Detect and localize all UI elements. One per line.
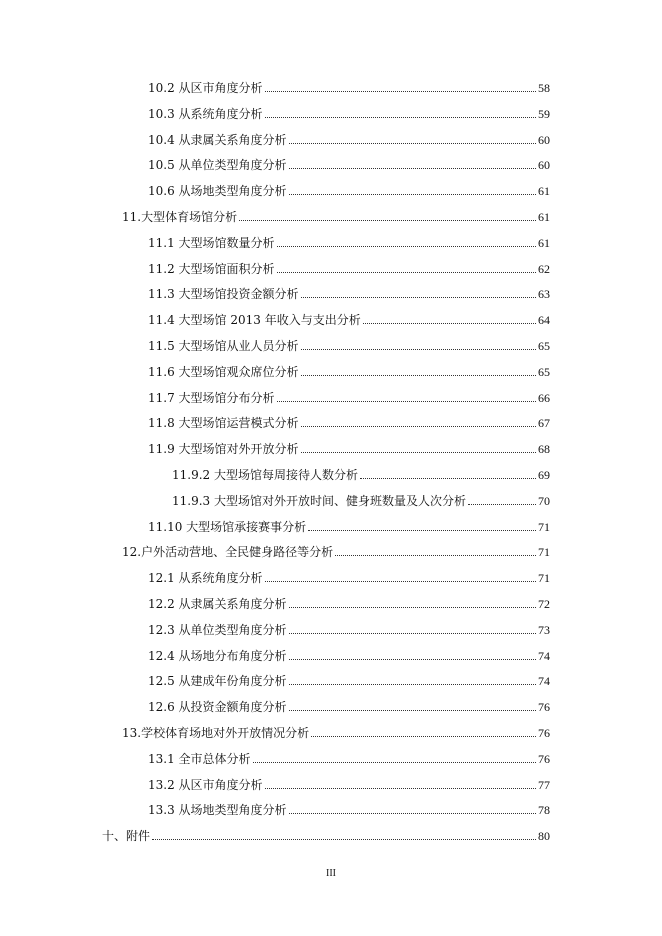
toc-entry-label: 11.6 大型场馆观众席位分析 (148, 364, 299, 379)
toc-leader-dots (277, 258, 536, 273)
toc-leader-dots (253, 748, 536, 763)
toc-entry-page: 78 (538, 803, 550, 818)
toc-entry-label: 12.1 从系统角度分析 (148, 571, 263, 586)
toc-entry-page: 74 (538, 674, 550, 689)
toc-entry[interactable] (148, 77, 550, 97)
toc-entry-label: 13.学校体育场地对外开放情况分析 (122, 726, 310, 740)
toc-entry-page: 70 (538, 493, 550, 508)
toc-entry-page: 61 (538, 235, 550, 250)
toc-entry-page: 63 (538, 287, 550, 302)
toc-leader-dots (289, 593, 536, 608)
toc-entry-page: 72 (538, 597, 550, 611)
toc-entry-label: 10.6 从场地类型角度分析 (148, 184, 287, 199)
toc-entry[interactable] (148, 180, 550, 200)
toc-entry-label: 11.3 大型场馆投资金额分析 (148, 287, 299, 302)
toc-entry-label: 13.2 从区市角度分析 (148, 777, 263, 792)
toc-leader-dots (363, 309, 536, 324)
toc-leader-dots (277, 232, 536, 247)
toc-entry[interactable] (148, 619, 550, 639)
toc-leader-dots (289, 670, 536, 685)
toc-entry-label: 11.大型体育场馆分析 (122, 210, 238, 224)
toc-entry-label: 11.9.3 大型场馆对外开放时间、健身班数量及人次分析 (172, 493, 466, 508)
toc-entry[interactable] (148, 799, 550, 819)
toc-entry[interactable] (148, 645, 550, 665)
toc-entry-page: 74 (538, 648, 550, 663)
toc-entry[interactable] (148, 516, 550, 536)
toc-entry[interactable] (122, 722, 550, 742)
toc-entry[interactable] (148, 670, 550, 690)
toc-entry-label: 10.4 从隶属关系角度分析 (148, 132, 287, 147)
toc-leader-dots (289, 619, 536, 634)
toc-leader-dots (301, 335, 536, 350)
toc-entry-page: 60 (538, 158, 550, 173)
toc-entry-page: 64 (538, 313, 550, 328)
toc-entry-label: 12.2 从隶属关系角度分析 (148, 597, 287, 611)
toc-entry[interactable] (148, 258, 550, 278)
toc-leader-dots (301, 283, 536, 298)
toc-entry[interactable] (122, 541, 550, 561)
toc-leader-dots (289, 696, 536, 711)
toc-entry-page: 80 (538, 829, 550, 844)
toc-entry-page: 65 (538, 339, 550, 353)
toc-entry-label: 11.2 大型场馆面积分析 (148, 261, 275, 276)
toc-entry-page: 71 (538, 545, 550, 560)
toc-entry[interactable] (148, 129, 550, 149)
toc-leader-dots (289, 180, 536, 195)
toc-leader-dots (265, 567, 536, 582)
toc-entry-page: 69 (538, 468, 550, 482)
toc-entry-page: 67 (538, 416, 550, 431)
toc-entry-label: 12.5 从建成年份角度分析 (148, 674, 287, 689)
toc-entry[interactable] (148, 103, 550, 123)
toc-leader-dots (265, 77, 536, 92)
toc-leader-dots (335, 541, 536, 556)
toc-leader-dots (360, 464, 536, 479)
toc-entry-label: 11.9 大型场馆对外开放分析 (148, 442, 299, 457)
toc-entry-label: 13.3 从场地类型角度分析 (148, 803, 287, 818)
toc-entry-page: 66 (538, 390, 550, 405)
toc-leader-dots (289, 154, 536, 169)
toc-leader-dots (239, 206, 536, 221)
toc-entry-page: 61 (538, 210, 550, 224)
toc-entry-page: 73 (538, 622, 550, 637)
toc-entry-page: 71 (538, 571, 550, 586)
toc-leader-dots (265, 774, 536, 789)
toc-entry[interactable] (148, 593, 550, 613)
toc-leader-dots (277, 387, 536, 402)
page-number: III (326, 868, 336, 879)
toc-leader-dots (301, 412, 536, 427)
toc-entry-label: 10.2 从区市角度分析 (148, 81, 263, 95)
toc-entry-label: 11.4 大型场馆 2013 年收入与支出分析 (148, 313, 361, 328)
toc-entry-label: 11.10 大型场馆承接赛事分析 (148, 519, 307, 534)
toc-entry-page: 65 (538, 364, 550, 379)
toc-entry[interactable] (148, 412, 550, 432)
toc-leader-dots (289, 129, 536, 144)
toc-entry-page: 59 (538, 106, 550, 121)
toc-entry-page: 68 (538, 442, 550, 457)
toc-leader-dots (311, 722, 536, 737)
toc-entry-label: 11.9.2 大型场馆每周接待人数分析 (172, 468, 358, 482)
toc-entry-label: 11.8 大型场馆运营模式分析 (148, 416, 299, 431)
toc-entry[interactable] (148, 748, 550, 768)
toc-entry[interactable] (148, 309, 550, 329)
toc-entry-page: 76 (538, 726, 550, 740)
toc-entry[interactable] (148, 232, 550, 252)
toc-leader-dots (152, 825, 536, 840)
toc-entry[interactable] (148, 696, 550, 716)
toc-entry-page: 71 (538, 519, 550, 534)
toc-entry-label: 11.7 大型场馆分布分析 (148, 390, 275, 405)
toc-entry-label: 12.4 从场地分布角度分析 (148, 648, 287, 663)
toc-entry[interactable] (172, 490, 550, 510)
toc-entry-page: 61 (538, 184, 550, 199)
toc-entry[interactable] (148, 154, 550, 174)
toc-entry-page: 76 (538, 700, 550, 715)
toc-entry-label: 12.6 从投资金额角度分析 (148, 700, 287, 715)
toc-entry-label: 11.5 大型场馆从业人员分析 (148, 339, 299, 353)
toc-leader-dots (468, 490, 536, 505)
toc-entry[interactable] (102, 825, 550, 845)
toc-entry-page: 77 (538, 777, 550, 792)
toc-entry[interactable] (148, 567, 550, 587)
toc-leader-dots (289, 645, 536, 660)
toc-leader-dots (308, 516, 536, 531)
toc-entry[interactable] (148, 335, 550, 355)
toc-entry-label: 十、附件 (102, 829, 151, 844)
toc-entry[interactable] (122, 206, 550, 226)
toc-entry[interactable] (148, 438, 550, 458)
toc-entry-page: 58 (538, 81, 550, 95)
toc-entry-label: 12.3 从单位类型角度分析 (148, 622, 287, 637)
toc-entry[interactable] (148, 361, 550, 381)
toc-entry-label: 13.1 全市总体分析 (148, 751, 251, 766)
toc-entry-label: 10.3 从系统角度分析 (148, 106, 263, 121)
toc-leader-dots (265, 103, 536, 118)
toc-entry-label: 10.5 从单位类型角度分析 (148, 158, 287, 173)
toc-entry[interactable] (148, 774, 550, 794)
toc-entry[interactable] (148, 283, 550, 303)
toc-entry[interactable] (172, 464, 550, 484)
toc-entry-page: 76 (538, 751, 550, 766)
toc-entry[interactable] (148, 387, 550, 407)
toc-leader-dots (301, 361, 536, 376)
toc-entry-label: 11.1 大型场馆数量分析 (148, 235, 275, 250)
toc-leader-dots (289, 799, 536, 814)
toc-leader-dots (301, 438, 536, 453)
toc-entry-page: 62 (538, 261, 550, 276)
toc-entry-label: 12.户外活动营地、全民健身路径等分析 (122, 545, 334, 560)
toc-entry-page: 60 (538, 132, 550, 147)
